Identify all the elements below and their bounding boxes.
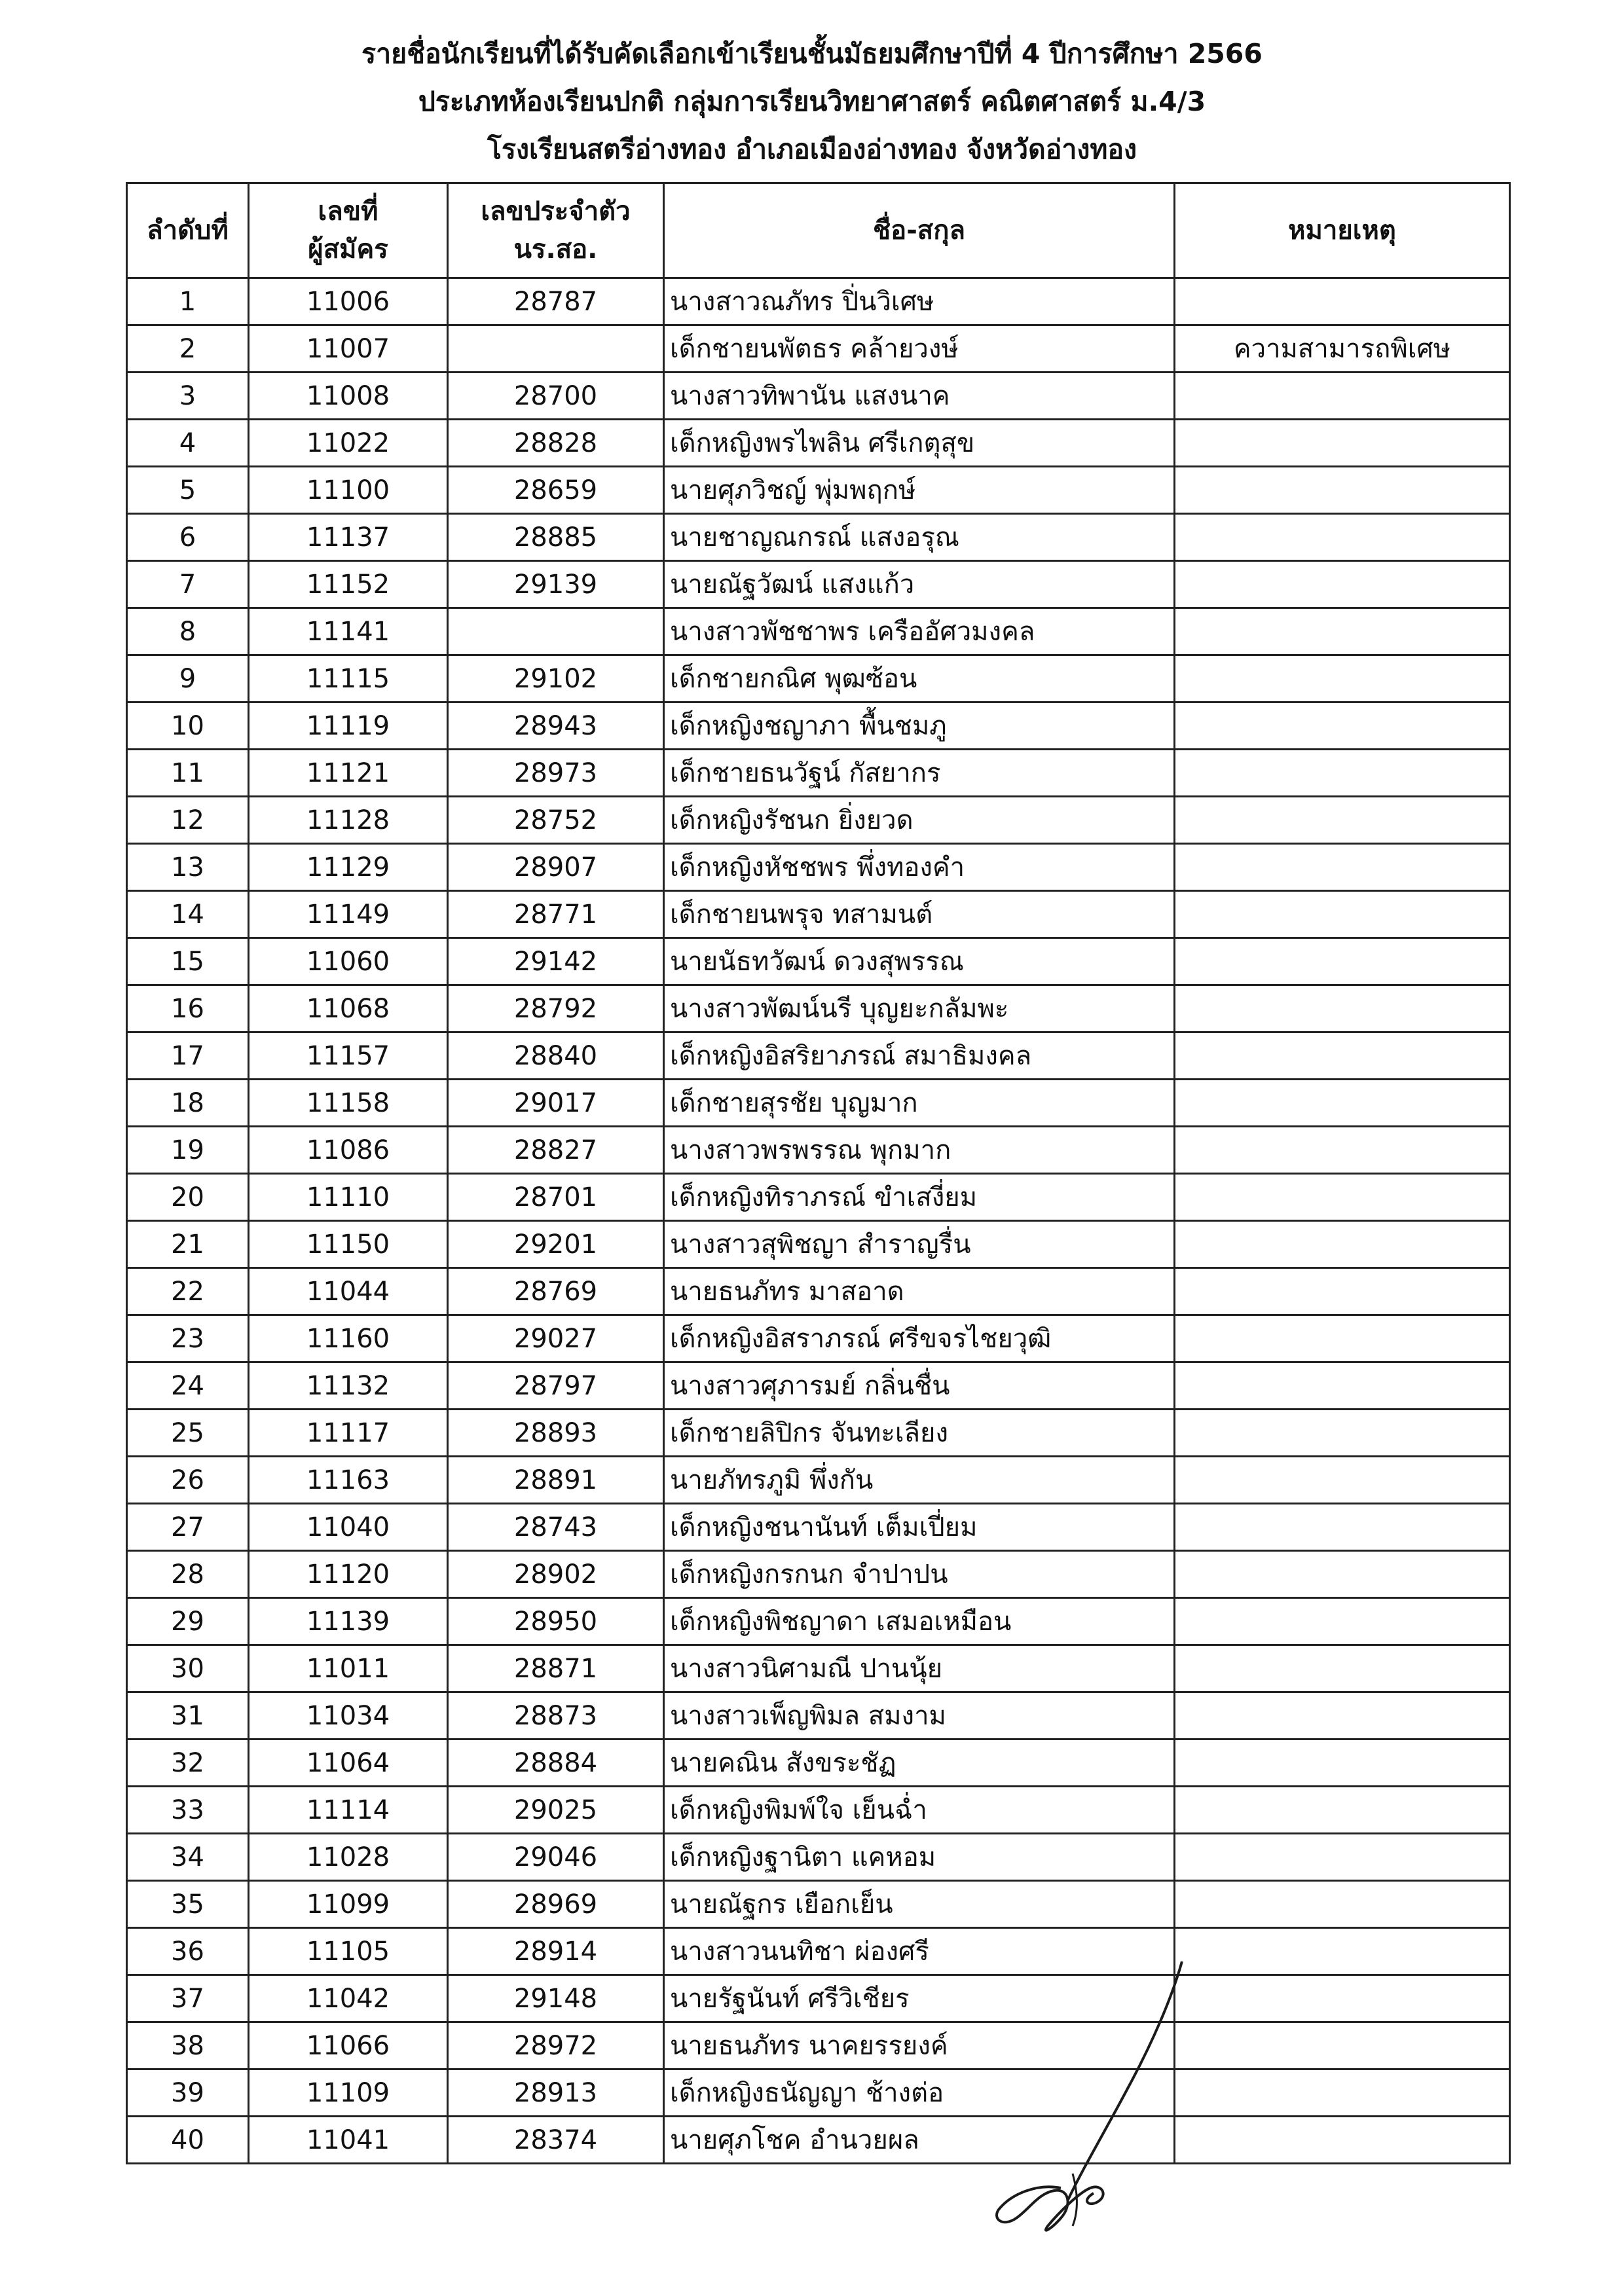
student-name-cell: นางสาวณภัทร ปิ่นวิเศษ <box>664 278 1175 325</box>
remark-cell <box>1175 1692 1510 1740</box>
student-name-cell: นายนัธทวัฒน์ ดวงสุพรรณ <box>664 938 1175 985</box>
student-id-cell: 28913 <box>448 2069 664 2117</box>
student-list-table <box>126 182 1511 2164</box>
remark-cell <box>1175 373 1510 420</box>
student-id-cell: 28700 <box>448 373 664 420</box>
remark-cell <box>1175 1127 1510 1174</box>
column-header-applicant-number <box>249 183 448 278</box>
row-number-cell: 26 <box>127 1457 249 1504</box>
student-id-cell: 28973 <box>448 750 664 797</box>
row-number-cell: 2 <box>127 325 249 373</box>
student-id-cell: 28902 <box>448 1551 664 1598</box>
school-name: โรงเรียนสตรีอ่างทอง อำเภอเมืองอ่างทอง จังหวัดอ่างทอง <box>487 134 1137 165</box>
applicant-number-cell: 11100 <box>249 467 448 514</box>
student-id-cell: 28787 <box>448 278 664 325</box>
table-row <box>127 1457 1510 1504</box>
student-id-cell: 28972 <box>448 2022 664 2069</box>
applicant-number-cell: 11006 <box>249 278 448 325</box>
student-name-cell: นายรัฐนันท์ ศรีวิเชียร <box>664 1975 1175 2022</box>
table-row <box>127 2022 1510 2069</box>
remark-cell <box>1175 2022 1510 2069</box>
applicant-number-cell: 11109 <box>249 2069 448 2117</box>
row-number-cell: 14 <box>127 891 249 938</box>
remark-cell <box>1175 278 1510 325</box>
applicant-number-cell: 11120 <box>249 1551 448 1598</box>
row-number-cell: 15 <box>127 938 249 985</box>
student-name-cell: เด็กหญิงชนานันท์ เต็มเปี่ยม <box>664 1504 1175 1551</box>
table-row <box>127 1692 1510 1740</box>
student-name-cell: เด็กชายธนวัฐน์ กัสยากร <box>664 750 1175 797</box>
student-name-cell: เด็กชายลิปิกร จันทะเลียง <box>664 1410 1175 1457</box>
student-name-cell: เด็กหญิงพรไพลิน ศรีเกตุสุข <box>664 420 1175 467</box>
table-row <box>127 608 1510 655</box>
table-row <box>127 420 1510 467</box>
applicant-number-cell: 11105 <box>249 1928 448 1975</box>
applicant-number-cell: 11121 <box>249 750 448 797</box>
table-row <box>127 278 1510 325</box>
student-name-cell: เด็กหญิงอิสราภรณ์ ศรีขจรไชยวุฒิ <box>664 1315 1175 1362</box>
table-row <box>127 1032 1510 1080</box>
student-id-cell: 28950 <box>448 1598 664 1645</box>
table-row <box>127 1928 1510 1975</box>
student-id-cell: 28891 <box>448 1457 664 1504</box>
remark-cell <box>1175 750 1510 797</box>
student-name-cell: นายธนภัทร มาสอาด <box>664 1268 1175 1315</box>
row-number-cell: 5 <box>127 467 249 514</box>
remark-cell <box>1175 1975 1510 2022</box>
student-id-cell: 28659 <box>448 467 664 514</box>
applicant-number-cell: 11060 <box>249 938 448 985</box>
column-header-student-id-line2: นร.สอ. <box>513 234 598 264</box>
applicant-number-cell: 11040 <box>249 1504 448 1551</box>
table-row <box>127 1315 1510 1362</box>
table-row <box>127 702 1510 750</box>
applicant-number-cell: 11149 <box>249 891 448 938</box>
student-name-cell: เด็กหญิงฐานิตา แคหอม <box>664 1834 1175 1881</box>
student-name-cell: นางสาวสุพิชญา สำราญรื่น <box>664 1221 1175 1268</box>
student-name-cell: เด็กชายสุรชัย บุญมาก <box>664 1080 1175 1127</box>
applicant-number-cell: 11160 <box>249 1315 448 1362</box>
row-number-cell: 23 <box>127 1315 249 1362</box>
student-name-cell: นางสาวพรพรรณ พุกมาก <box>664 1127 1175 1174</box>
student-name-cell: เด็กหญิงพิมพ์ใจ เย็นฉ่ำ <box>664 1787 1175 1834</box>
remark-cell <box>1175 2117 1510 2164</box>
applicant-number-cell: 11129 <box>249 844 448 891</box>
applicant-number-cell: 11068 <box>249 985 448 1032</box>
applicant-number-cell: 11117 <box>249 1410 448 1457</box>
row-number-cell: 25 <box>127 1410 249 1457</box>
student-id-cell: 28969 <box>448 1881 664 1928</box>
table-row <box>127 1975 1510 2022</box>
column-header-student-id-line1: เลขประจำตัว <box>481 196 631 227</box>
student-id-cell: 28771 <box>448 891 664 938</box>
row-number-cell: 27 <box>127 1504 249 1551</box>
student-id-cell: 28907 <box>448 844 664 891</box>
remark-cell <box>1175 2069 1510 2117</box>
row-number-cell: 28 <box>127 1551 249 1598</box>
student-id-cell: 28893 <box>448 1410 664 1457</box>
applicant-number-cell: 11007 <box>249 325 448 373</box>
student-id-cell: 28797 <box>448 1362 664 1410</box>
table-body <box>127 278 1510 2164</box>
student-name-cell: นายธนภัทร นาคยรรยงค์ <box>664 2022 1175 2069</box>
row-number-cell: 31 <box>127 1692 249 1740</box>
applicant-number-cell: 11110 <box>249 1174 448 1221</box>
column-header-applicant-line1: เลขที่ <box>318 196 378 227</box>
applicant-number-cell: 11137 <box>249 514 448 561</box>
row-number-cell: 1 <box>127 278 249 325</box>
row-number-cell: 7 <box>127 561 249 608</box>
student-name-cell: นายคณิน สังขระชัฏ <box>664 1740 1175 1787</box>
student-name-cell: เด็กชายนพรุจ ทสามนต์ <box>664 891 1175 938</box>
table-row <box>127 467 1510 514</box>
student-name-cell: นางสาวนนทิชา ผ่องศรี <box>664 1928 1175 1975</box>
applicant-number-cell: 11064 <box>249 1740 448 1787</box>
row-number-cell: 24 <box>127 1362 249 1410</box>
table-row <box>127 2069 1510 2117</box>
row-number-cell: 9 <box>127 655 249 702</box>
student-id-cell: 28943 <box>448 702 664 750</box>
row-number-cell: 21 <box>127 1221 249 1268</box>
table-row <box>127 1881 1510 1928</box>
student-name-cell: นางสาวพัชชาพร เครืออัศวมงคล <box>664 608 1175 655</box>
student-name-cell: เด็กหญิงหัชชพร พึ่งทองคำ <box>664 844 1175 891</box>
student-name-cell: เด็กชายกณิศ พุฒซ้อน <box>664 655 1175 702</box>
remark-cell <box>1175 561 1510 608</box>
student-name-cell: นายศุภโชค อำนวยผล <box>664 2117 1175 2164</box>
remark-cell <box>1175 1080 1510 1127</box>
remark-cell <box>1175 1457 1510 1504</box>
student-name-cell: เด็กหญิงพิชญาดา เสมอเหมือน <box>664 1598 1175 1645</box>
remark-cell <box>1175 608 1510 655</box>
row-number-cell: 10 <box>127 702 249 750</box>
table-row <box>127 1834 1510 1881</box>
row-number-cell: 33 <box>127 1787 249 1834</box>
student-id-cell: 29025 <box>448 1787 664 1834</box>
table-row <box>127 844 1510 891</box>
remark-cell <box>1175 514 1510 561</box>
student-id-cell: 28374 <box>448 2117 664 2164</box>
student-id-cell: 28871 <box>448 1645 664 1692</box>
row-number-cell: 12 <box>127 797 249 844</box>
remark-cell <box>1175 1551 1510 1598</box>
row-number-cell: 29 <box>127 1598 249 1645</box>
table-row <box>127 1410 1510 1457</box>
student-name-cell: เด็กหญิงรัชนก ยิ่งยวด <box>664 797 1175 844</box>
table-header-row <box>127 183 1510 278</box>
table-row <box>127 1268 1510 1315</box>
row-number-cell: 6 <box>127 514 249 561</box>
remark-cell <box>1175 1598 1510 1645</box>
student-id-cell: 28743 <box>448 1504 664 1551</box>
student-name-cell: เด็กหญิงธนัญญา ช้างต่อ <box>664 2069 1175 2117</box>
student-id-cell: 28914 <box>448 1928 664 1975</box>
remark-cell <box>1175 1787 1510 1834</box>
remark-cell <box>1175 1881 1510 1928</box>
table-row <box>127 797 1510 844</box>
student-id-cell: 28885 <box>448 514 664 561</box>
applicant-number-cell: 11099 <box>249 1881 448 1928</box>
student-id-cell <box>448 325 664 373</box>
applicant-number-cell: 11086 <box>249 1127 448 1174</box>
remark-cell <box>1175 1740 1510 1787</box>
row-number-cell: 13 <box>127 844 249 891</box>
remark-cell <box>1175 467 1510 514</box>
student-name-cell: เด็กหญิงชญาภา พื้นชมภู <box>664 702 1175 750</box>
table-row <box>127 325 1510 373</box>
row-number-cell: 30 <box>127 1645 249 1692</box>
applicant-number-cell: 11066 <box>249 2022 448 2069</box>
table-row <box>127 1127 1510 1174</box>
remark-cell <box>1175 1834 1510 1881</box>
column-header-student-id <box>448 183 664 278</box>
student-id-cell: 29139 <box>448 561 664 608</box>
remark-cell <box>1175 938 1510 985</box>
table-row <box>127 2117 1510 2164</box>
table-row <box>127 1645 1510 1692</box>
applicant-number-cell: 11115 <box>249 655 448 702</box>
student-id-cell <box>448 608 664 655</box>
row-number-cell: 16 <box>127 985 249 1032</box>
applicant-number-cell: 11011 <box>249 1645 448 1692</box>
row-number-cell: 32 <box>127 1740 249 1787</box>
row-number-cell: 22 <box>127 1268 249 1315</box>
student-id-cell: 29102 <box>448 655 664 702</box>
row-number-cell: 18 <box>127 1080 249 1127</box>
applicant-number-cell: 11042 <box>249 1975 448 2022</box>
student-id-cell: 28792 <box>448 985 664 1032</box>
table-row <box>127 938 1510 985</box>
table-row <box>127 1740 1510 1787</box>
table-row <box>127 1598 1510 1645</box>
student-id-cell: 29046 <box>448 1834 664 1881</box>
student-name-cell: นายณัฐวัฒน์ แสงแก้ว <box>664 561 1175 608</box>
student-id-cell: 28769 <box>448 1268 664 1315</box>
applicant-number-cell: 11119 <box>249 702 448 750</box>
row-number-cell: 20 <box>127 1174 249 1221</box>
student-name-cell: เด็กหญิงกรกนก จำปาปน <box>664 1551 1175 1598</box>
student-id-cell: 28827 <box>448 1127 664 1174</box>
remark-cell <box>1175 985 1510 1032</box>
remark-cell <box>1175 420 1510 467</box>
student-name-cell: เด็กชายนพัตธร คล้ายวงษ์ <box>664 325 1175 373</box>
applicant-number-cell: 11008 <box>249 373 448 420</box>
applicant-number-cell: 11022 <box>249 420 448 467</box>
applicant-number-cell: 11041 <box>249 2117 448 2164</box>
table-row <box>127 561 1510 608</box>
row-number-cell: 3 <box>127 373 249 420</box>
row-number-cell: 38 <box>127 2022 249 2069</box>
student-name-cell: นางสาวเพ็ญพิมล สมงาม <box>664 1692 1175 1740</box>
student-name-cell: เด็กหญิงทิราภรณ์ ขำเสงี่ยม <box>664 1174 1175 1221</box>
student-name-cell: นางสาวทิพานัน แสงนาค <box>664 373 1175 420</box>
row-number-cell: 8 <box>127 608 249 655</box>
remark-cell <box>1175 1410 1510 1457</box>
column-header-name: ชื่อ-สกุล <box>664 183 1175 278</box>
table-row <box>127 1080 1510 1127</box>
remark-cell <box>1175 655 1510 702</box>
student-id-cell: 29201 <box>448 1221 664 1268</box>
student-id-cell: 28828 <box>448 420 664 467</box>
row-number-cell: 40 <box>127 2117 249 2164</box>
student-id-cell: 28884 <box>448 1740 664 1787</box>
row-number-cell: 37 <box>127 1975 249 2022</box>
applicant-number-cell: 11163 <box>249 1457 448 1504</box>
student-id-cell: 29027 <box>448 1315 664 1362</box>
remark-cell <box>1175 1645 1510 1692</box>
row-number-cell: 11 <box>127 750 249 797</box>
row-number-cell: 4 <box>127 420 249 467</box>
row-number-cell: 35 <box>127 1881 249 1928</box>
remark-cell <box>1175 844 1510 891</box>
row-number-cell: 17 <box>127 1032 249 1080</box>
table-row <box>127 1174 1510 1221</box>
table-row <box>127 985 1510 1032</box>
student-name-cell: นายณัฐกร เยือกเย็น <box>664 1881 1175 1928</box>
remark-cell <box>1175 1221 1510 1268</box>
applicant-number-cell: 11028 <box>249 1834 448 1881</box>
applicant-number-cell: 11141 <box>249 608 448 655</box>
student-name-cell: เด็กหญิงอิสริยาภรณ์ สมาธิมงคล <box>664 1032 1175 1080</box>
student-name-cell: นายภัทรภูมิ พึ่งกัน <box>664 1457 1175 1504</box>
remark-cell <box>1175 1268 1510 1315</box>
applicant-number-cell: 11128 <box>249 797 448 844</box>
student-id-cell: 28701 <box>448 1174 664 1221</box>
student-id-cell: 28840 <box>448 1032 664 1080</box>
table-row <box>127 891 1510 938</box>
applicant-number-cell: 11152 <box>249 561 448 608</box>
remark-cell <box>1175 1362 1510 1410</box>
applicant-number-cell: 11157 <box>249 1032 448 1080</box>
student-name-cell: นางสาวนิศามณี ปานนุ้ย <box>664 1645 1175 1692</box>
table-row <box>127 1504 1510 1551</box>
applicant-number-cell: 11044 <box>249 1268 448 1315</box>
student-name-cell: นางสาวศุภารมย์ กลิ่นชื่น <box>664 1362 1175 1410</box>
student-id-cell: 29142 <box>448 938 664 985</box>
row-number-cell: 19 <box>127 1127 249 1174</box>
table-row <box>127 1221 1510 1268</box>
row-number-cell: 34 <box>127 1834 249 1881</box>
remark-cell <box>1175 1504 1510 1551</box>
student-id-cell: 28752 <box>448 797 664 844</box>
applicant-number-cell: 11132 <box>249 1362 448 1410</box>
applicant-number-cell: 11034 <box>249 1692 448 1740</box>
document-subtitle: ประเภทห้องเรียนปกติ กลุ่มการเรียนวิทยาศาสตร์ คณิตศาสตร์ ม.4/3 <box>418 86 1206 117</box>
document-title: รายชื่อนักเรียนที่ได้รับคัดเลือกเข้าเรียนชั้นมัธยมศึกษาปีที่ 4 ปีการศึกษา 2566 <box>361 38 1263 69</box>
remark-cell <box>1175 1174 1510 1221</box>
column-header-applicant-line2: ผู้สมัคร <box>308 234 388 264</box>
column-header-no: ลำดับที่ <box>127 183 249 278</box>
table-row <box>127 655 1510 702</box>
applicant-number-cell: 11150 <box>249 1221 448 1268</box>
table-row <box>127 1787 1510 1834</box>
table-row <box>127 514 1510 561</box>
applicant-number-cell: 11114 <box>249 1787 448 1834</box>
student-name-cell: นายศุภวิชญ์ พุ่มพฤกษ์ <box>664 467 1175 514</box>
table-row <box>127 373 1510 420</box>
table-row <box>127 1362 1510 1410</box>
remark-cell <box>1175 891 1510 938</box>
table-row <box>127 1551 1510 1598</box>
row-number-cell: 36 <box>127 1928 249 1975</box>
remark-cell <box>1175 702 1510 750</box>
student-id-cell: 29148 <box>448 1975 664 2022</box>
remark-cell <box>1175 797 1510 844</box>
column-header-remark: หมายเหตุ <box>1175 183 1510 278</box>
applicant-number-cell: 11158 <box>249 1080 448 1127</box>
remark-cell <box>1175 1928 1510 1975</box>
table-row <box>127 750 1510 797</box>
row-number-cell: 39 <box>127 2069 249 2117</box>
student-id-cell: 28873 <box>448 1692 664 1740</box>
student-id-cell: 29017 <box>448 1080 664 1127</box>
applicant-number-cell: 11139 <box>249 1598 448 1645</box>
student-name-cell: นางสาวพัฒน์นรี บุญยะกลัมพะ <box>664 985 1175 1032</box>
student-name-cell: นายชาญณกรณ์ แสงอรุณ <box>664 514 1175 561</box>
remark-cell <box>1175 1315 1510 1362</box>
remark-cell: ความสามารถพิเศษ <box>1175 325 1510 373</box>
remark-cell <box>1175 1032 1510 1080</box>
